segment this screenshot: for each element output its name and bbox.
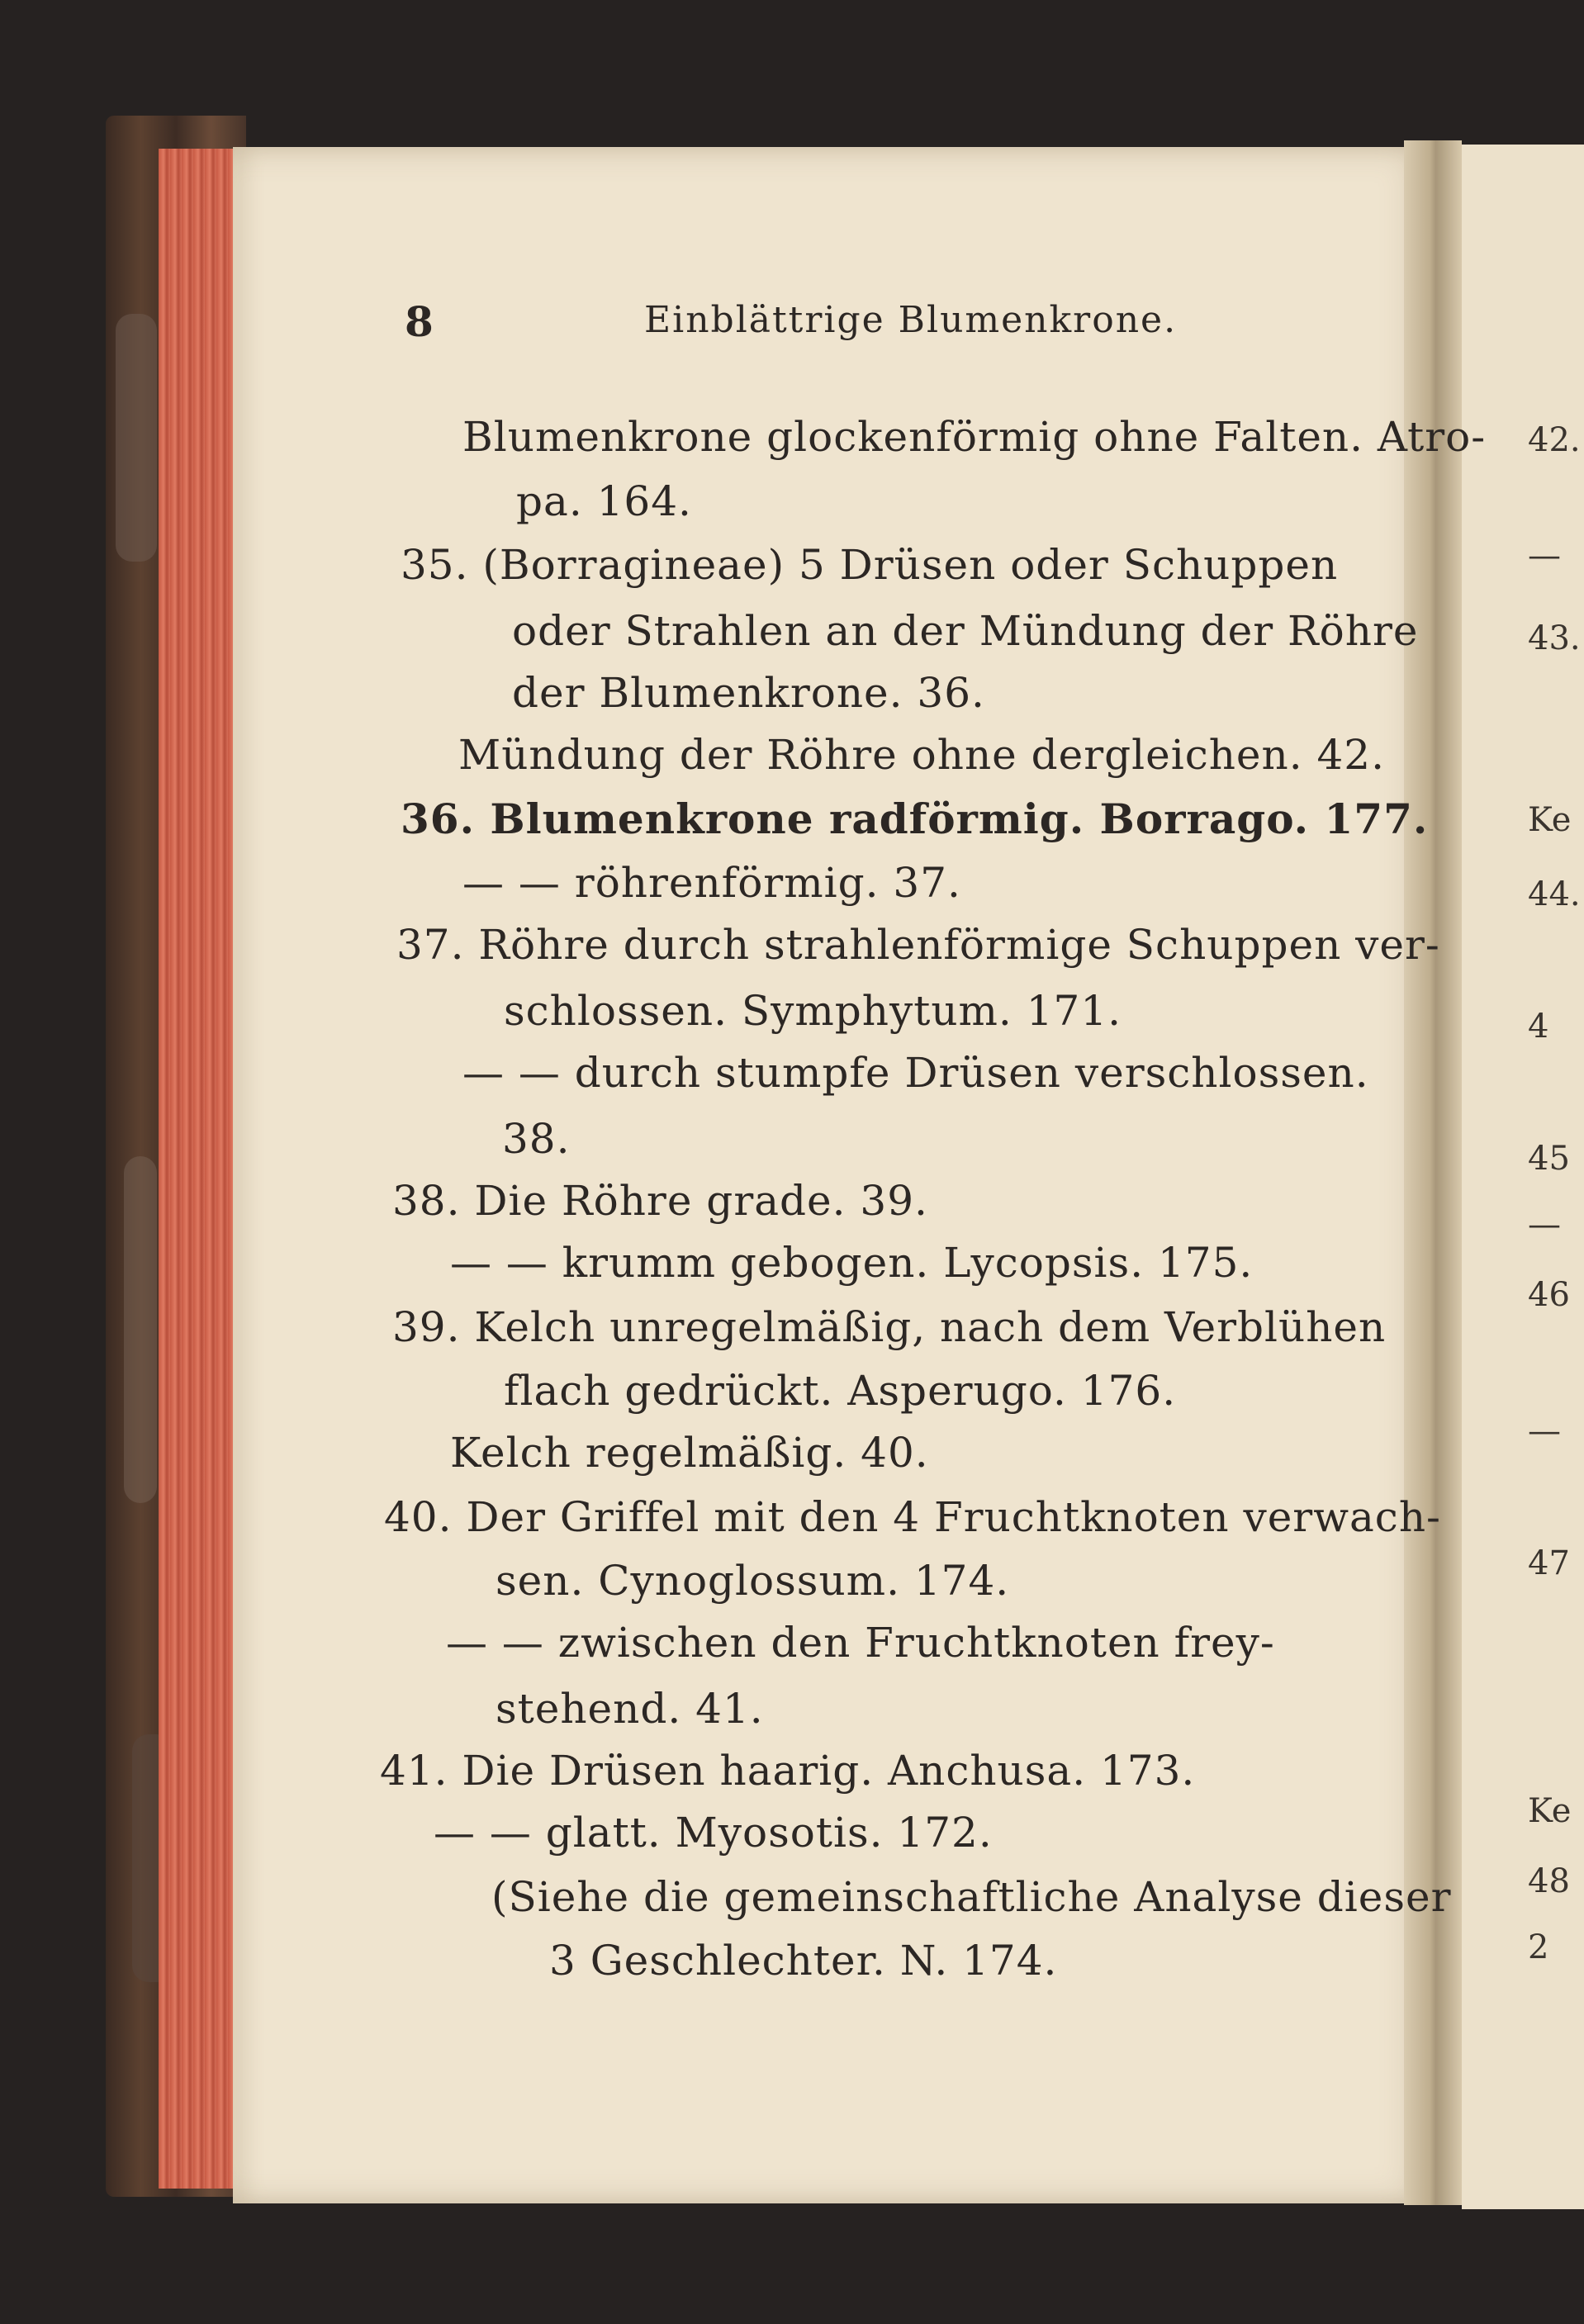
text-line: flach gedrückt. Asperugo. 176. (504, 1367, 1177, 1415)
text-line: 39. Kelch unregelmäßig, nach dem Verblühen (392, 1303, 1387, 1351)
margin-text: 43. (1528, 619, 1581, 657)
margin-text: 2 (1528, 1928, 1549, 1966)
text-line: 3 Geschlechter. N. 174. (549, 1937, 1058, 1985)
text-line: pa. 164. (516, 477, 692, 525)
text-line: — — glatt. Myosotis. 172. (434, 1809, 993, 1857)
margin-text: — (1528, 1206, 1561, 1244)
text-line: Mündung der Röhre ohne dergleichen. 42. (458, 731, 1386, 779)
text-line: 40. Der Griffel mit den 4 Fruchtknoten verwach- (384, 1493, 1441, 1541)
margin-text: Ke (1528, 801, 1572, 839)
margin-text: — (1528, 1412, 1561, 1450)
text-line: 41. Die Drüsen haarig. Anchusa. 173. (380, 1747, 1196, 1795)
text-line: — — zwischen den Fruchtknoten frey- (446, 1619, 1275, 1667)
text-line: 38. Die Röhre grade. 39. (392, 1177, 928, 1225)
text-line: schlossen. Symphytum. 171. (504, 987, 1122, 1035)
margin-text: 42. (1528, 421, 1581, 459)
text-line: 36. Blumenkrone radförmig. Borrago. 177. (401, 794, 1429, 843)
text-line: Kelch regelmäßig. 40. (450, 1429, 929, 1477)
running-head: Einblättrige Blumenkrone. (644, 299, 1178, 341)
text-line: — — durch stumpfe Drüsen verschlossen. (462, 1049, 1369, 1097)
text-line: stehend. 41. (496, 1685, 764, 1733)
page-number: 8 (405, 297, 434, 346)
margin-text: 48 (1528, 1862, 1570, 1900)
text-line: 38. (502, 1115, 571, 1163)
margin-text: 44. (1528, 875, 1581, 913)
text-line: oder Strahlen an der Mündung der Röhre (512, 607, 1419, 655)
text-line: — — krumm gebogen. Lycopsis. 175. (450, 1239, 1254, 1287)
text-line: Blumenkrone glockenförmig ohne Falten. Atro- (462, 413, 1487, 461)
text-line: sen. Cynoglossum. 174. (496, 1557, 1010, 1605)
margin-text: 4 (1528, 1008, 1549, 1046)
margin-text: 46 (1528, 1276, 1570, 1314)
margin-text: 47 (1528, 1544, 1570, 1582)
margin-text: 45 (1528, 1140, 1570, 1178)
margin-text: Ke (1528, 1792, 1572, 1830)
text-line: der Blumenkrone. 36. (512, 669, 985, 717)
text-line: 37. Röhre durch strahlenförmige Schuppen ver- (396, 921, 1440, 969)
text-line: 35. (Borragineae) 5 Drüsen oder Schuppen (401, 541, 1339, 589)
margin-text: — (1528, 537, 1561, 575)
text-line: (Siehe die gemeinschaftliche Analyse dieser (491, 1873, 1452, 1921)
text-line: — — röhrenförmig. 37. (462, 859, 961, 907)
